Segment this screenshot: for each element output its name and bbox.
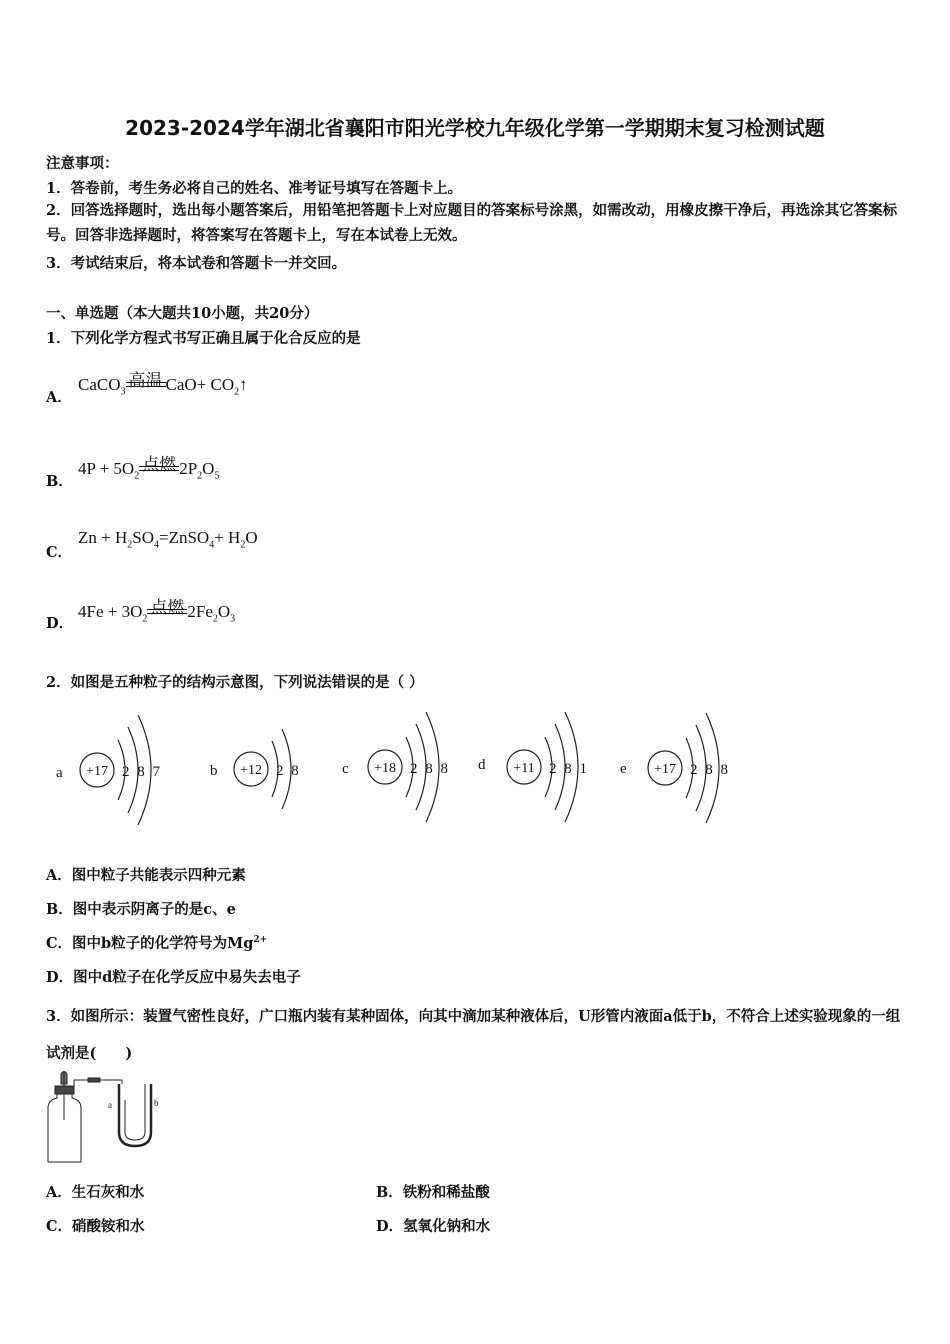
particle-label: e <box>620 761 627 777</box>
q1-option-d-letter: D． <box>46 615 74 632</box>
particle-label: a <box>56 765 63 781</box>
u-tube-inner <box>125 1084 145 1140</box>
condition-label: 高温 <box>128 371 163 390</box>
q3-option-b: B．铁粉和稀盐酸 <box>376 1184 490 1201</box>
nucleus-charge: +11 <box>513 761 535 776</box>
u-tube <box>119 1084 151 1146</box>
q1-option-a-letter: A． <box>46 389 72 406</box>
eq-text: 4Fe + 3O <box>78 602 143 621</box>
q3-option-a: A．生石灰和水 <box>46 1184 145 1201</box>
eq-sub: 2 <box>134 470 140 482</box>
q2-option-b: B．图中表示阴离子的是c、e <box>46 901 236 918</box>
eq-text: CaO+ CO <box>165 375 235 394</box>
eq-sub: 2 <box>212 613 218 625</box>
eq-sub: 3 <box>230 613 236 625</box>
particle-c <box>342 712 450 822</box>
eq-sub: 2 <box>234 386 240 398</box>
rubber-stopper <box>55 1086 74 1094</box>
tube-clip <box>88 1078 100 1082</box>
shell-electrons: 2 8 7 <box>122 764 162 780</box>
q1-stem: 1．下列化学方程式书写正确且属于化合反应的是 <box>46 330 361 347</box>
condition-label: 点燃 <box>142 455 177 474</box>
dropper <box>61 1072 67 1087</box>
eq-text: 2Fe <box>187 602 213 621</box>
eq-text: =ZnSO <box>158 528 210 547</box>
nucleus-charge: +18 <box>374 761 396 776</box>
q3-option-d: D．氢氧化钠和水 <box>376 1218 491 1235</box>
q3-stem: 3．如图所示：装置气密性良好，广口瓶内装有某种固体，向其中滴加某种液体后，U形管内液面a低于b，不符合上述实验现象的一组试剂是( ) <box>46 1008 901 1062</box>
eq-text: O <box>245 528 258 547</box>
shell-electrons: 2 8 8 <box>690 762 730 778</box>
ion-charge: 2+ <box>253 935 268 946</box>
eq-text: + H <box>214 528 241 547</box>
eq-sub: 4 <box>153 539 159 551</box>
q1-option-c-letter: C． <box>46 544 73 561</box>
eq-text: O <box>202 459 215 478</box>
eq-sub: 2 <box>127 539 133 551</box>
eq-text: SO <box>132 528 154 547</box>
q1-option-b-equation <box>78 455 220 482</box>
q2-stem: 2．如图是五种粒子的结构示意图，下列说法错误的是（ ） <box>46 674 424 691</box>
tube-label-a: a <box>108 1100 112 1110</box>
particle-structure-diagrams <box>40 705 760 835</box>
option-text: C．图中b粒子的化学符号为Mg <box>46 935 254 952</box>
tube-label-b: b <box>154 1098 159 1108</box>
nucleus-charge: +17 <box>86 764 108 779</box>
eq-sub: 4 <box>209 539 215 551</box>
q1-option-b-letter: B． <box>46 473 73 490</box>
q1-option-a-equation <box>78 371 248 398</box>
particle-a <box>56 715 162 825</box>
eq-text: O <box>217 602 231 621</box>
shell-electrons: 2 8 8 <box>410 761 450 777</box>
particle-label: b <box>210 763 218 779</box>
particle-d <box>478 712 589 822</box>
notice-item-3: 3．考试结束后，将本试卷和答题卡一并交回。 <box>46 255 347 272</box>
particle-e <box>620 713 730 823</box>
page-title: 2023-2024学年湖北省襄阳市阳光学校九年级化学第一学期期末复习检测试题 <box>125 116 825 140</box>
nucleus-charge: +17 <box>654 762 676 777</box>
notice-heading: 注意事项： <box>46 155 119 172</box>
condition-label: 点燃 <box>150 598 185 617</box>
q2-option-c <box>46 932 267 953</box>
eq-sub: 2 <box>240 539 246 551</box>
u-tube-apparatus-diagram <box>44 1070 174 1165</box>
shell-electrons: 2 8 <box>276 763 301 779</box>
q2-option-d: D．图中d粒子在化学反应中易失去电子 <box>46 969 301 986</box>
particle-b <box>210 729 301 809</box>
q1-option-c-equation <box>78 528 258 550</box>
particle-label: c <box>342 761 349 777</box>
eq-sub: 5 <box>214 470 220 482</box>
shell-electrons: 2 8 1 <box>549 761 589 777</box>
q2-option-a: A．图中粒子共能表示四种元素 <box>46 867 246 884</box>
eq-sub: 3 <box>120 386 126 398</box>
eq-text: CaCO <box>78 375 121 394</box>
nucleus-charge: +12 <box>240 763 262 778</box>
eq-text: 4P + 5O <box>78 459 135 478</box>
gas-arrow: ↑ <box>239 375 248 394</box>
section-heading: 一、单选题（本大题共10小题，共20分） <box>46 305 319 322</box>
notice-item-2: 2．回答选择题时，选出每小题答案后，用铅笔把答题卡上对应题目的答案标号涂黑，如需改动，用橡皮擦干净后，再选涂其它答案标号。回答非选择题时，将答案写在答题卡上，写在本试卷上无效。 <box>46 202 898 244</box>
eq-sub: 2 <box>142 613 148 625</box>
q1-option-d-equation <box>78 598 236 625</box>
eq-text: 2P <box>179 459 198 478</box>
eq-sub: 2 <box>197 470 203 482</box>
particle-label: d <box>478 757 486 773</box>
eq-text: Zn + H <box>78 528 128 547</box>
notice-item-1: 1．答卷前，考生务必将自己的姓名、准考证号填写在答题卡上。 <box>46 180 463 197</box>
q3-option-c: C．硝酸铵和水 <box>46 1218 145 1235</box>
